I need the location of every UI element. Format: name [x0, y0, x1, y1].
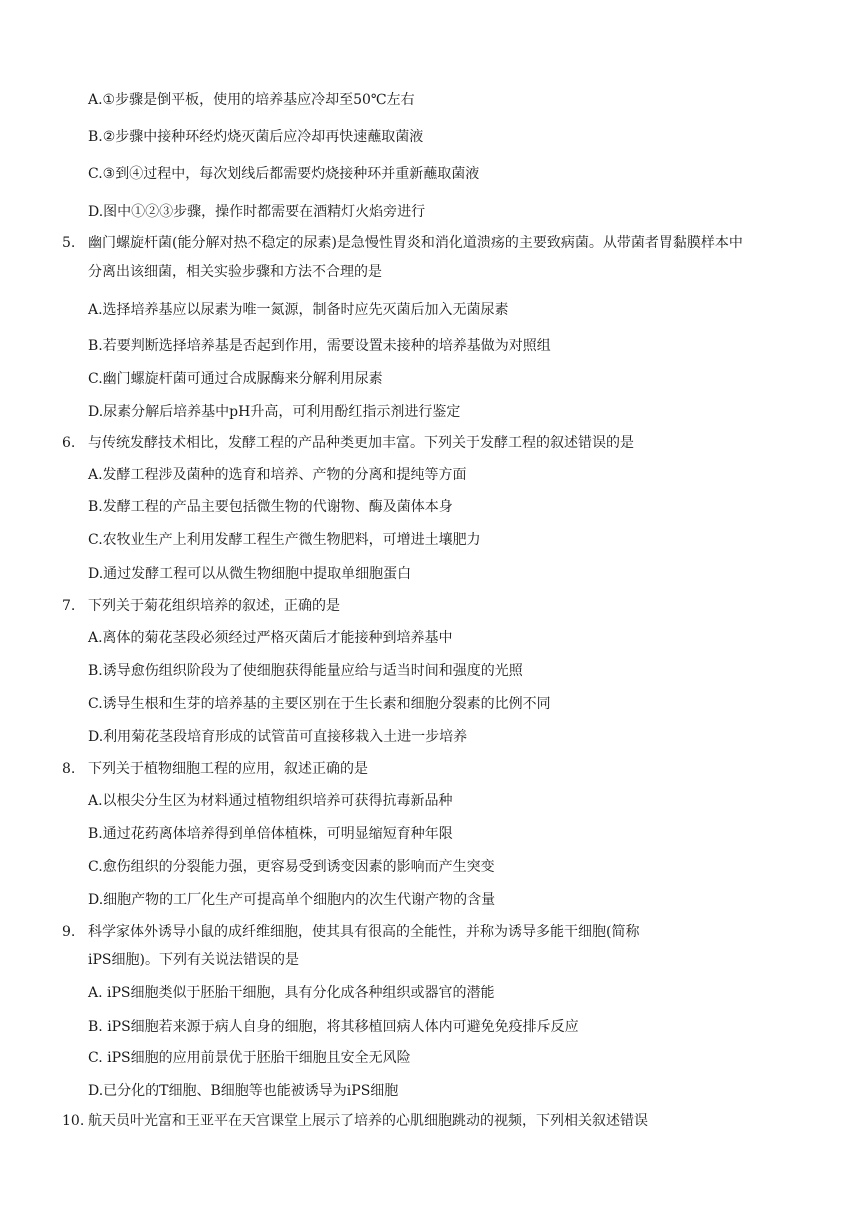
q9-stem-line2: iPS细胞)。下列有关说法错误的是 — [88, 952, 299, 968]
q4-option-a: A.①步骤是倒平板，使用的培养基应冷却至50℃左右 — [88, 92, 415, 108]
q8-stem-line1: 下列关于植物细胞工程的应用，叙述正确的是 — [88, 761, 368, 777]
q7-option-c: C.诱导生根和生芽的培养基的主要区别在于生长素和细胞分裂素的比例不同 — [88, 696, 551, 712]
q9-option-d: D.已分化的T细胞、B细胞等也能被诱导为iPS细胞 — [88, 1083, 399, 1099]
q7-option-d: D.利用菊花茎段培育形成的试管苗可直接移栽入土进一步培养 — [88, 729, 468, 745]
q8-option-c: C.愈伤组织的分裂能力强，更容易受到诱变因素的影响而产生突变 — [88, 859, 495, 875]
q7-number: 7. — [62, 598, 76, 614]
q9-option-c: C. iPS细胞的应用前景优于胚胎干细胞且安全无风险 — [88, 1050, 411, 1066]
q6-option-c: C.农牧业生产上利用发酵工程生产微生物肥料，可增进土壤肥力 — [88, 532, 481, 548]
q10-stem-line1: 航天员叶光富和王亚平在天宫课堂上展示了培养的心肌细胞跳动的视频，下列相关叙述错误 — [88, 1113, 648, 1129]
q5-option-d: D.尿素分解后培养基中pH升高，可利用酚红指示剂进行鉴定 — [88, 404, 461, 420]
q4-option-b: B.②步骤中接种环经灼烧灭菌后应冷却再快速蘸取菌液 — [88, 129, 424, 145]
q5-option-c: C.幽门螺旋杆菌可通过合成脲酶来分解利用尿素 — [88, 371, 383, 387]
q9-option-b: B. iPS细胞若来源于病人自身的细胞，将其移植回病人体内可避免免疫排斥反应 — [88, 1019, 579, 1035]
q6-option-b: B.发酵工程的产品主要包括微生物的代谢物、酶及菌体本身 — [88, 499, 453, 515]
q5-option-b: B.若要判断选择培养基是否起到作用，需要设置未接种的培养基做为对照组 — [88, 338, 551, 354]
q6-option-a: A.发酵工程涉及菌种的选育和培养、产物的分离和提纯等方面 — [88, 467, 467, 483]
q9-number: 9. — [62, 924, 76, 940]
q6-option-d: D.通过发酵工程可以从微生物细胞中提取单细胞蛋白 — [88, 566, 412, 582]
q7-option-b: B.诱导愈伤组织阶段为了使细胞获得能量应给与适当时间和强度的光照 — [88, 663, 523, 679]
q6-number: 6. — [62, 435, 76, 451]
q7-option-a: A.离体的菊花茎段必须经过严格灭菌后才能接种到培养基中 — [88, 630, 453, 646]
q10-number: 10. — [62, 1113, 85, 1129]
q5-stem-line2: 分离出该细菌，相关实验步骤和方法不合理的是 — [88, 264, 382, 280]
q9-stem-line1: 科学家体外诱导小鼠的成纤维细胞，使其具有很高的全能性，并称为诱导多能干细胞(简称 — [88, 924, 640, 940]
q5-stem-line1: 幽门螺旋杆菌(能分解对热不稳定的尿素)是急慢性胃炎和消化道溃疡的主要致病菌。从带菌者胃黏膜样本中 — [88, 235, 743, 251]
q4-option-c: C.③到④过程中，每次划线后都需要灼烧接种环并重新蘸取菌液 — [88, 166, 480, 182]
q8-number: 8. — [62, 761, 76, 777]
q4-option-d: D.图中①②③步骤，操作时都需要在酒精灯火焰旁进行 — [88, 204, 426, 220]
q8-option-b: B.通过花药离体培养得到单倍体植株，可明显缩短育种年限 — [88, 826, 453, 842]
q8-option-d: D.细胞产物的工厂化生产可提高单个细胞内的次生代谢产物的含量 — [88, 892, 496, 908]
q9-option-a: A. iPS细胞类似于胚胎干细胞，具有分化成各种组织或器官的潜能 — [88, 985, 495, 1001]
q7-stem-line1: 下列关于菊花组织培养的叙述，正确的是 — [88, 598, 340, 614]
q5-option-a: A.选择培养基应以尿素为唯一氮源，制备时应先灭菌后加入无菌尿素 — [88, 302, 509, 318]
q5-number: 5. — [62, 235, 76, 251]
q6-stem-line1: 与传统发酵技术相比，发酵工程的产品种类更加丰富。下列关于发酵工程的叙述错误的是 — [88, 435, 634, 451]
q8-option-a: A.以根尖分生区为材料通过植物组织培养可获得抗毒新品种 — [88, 793, 453, 809]
